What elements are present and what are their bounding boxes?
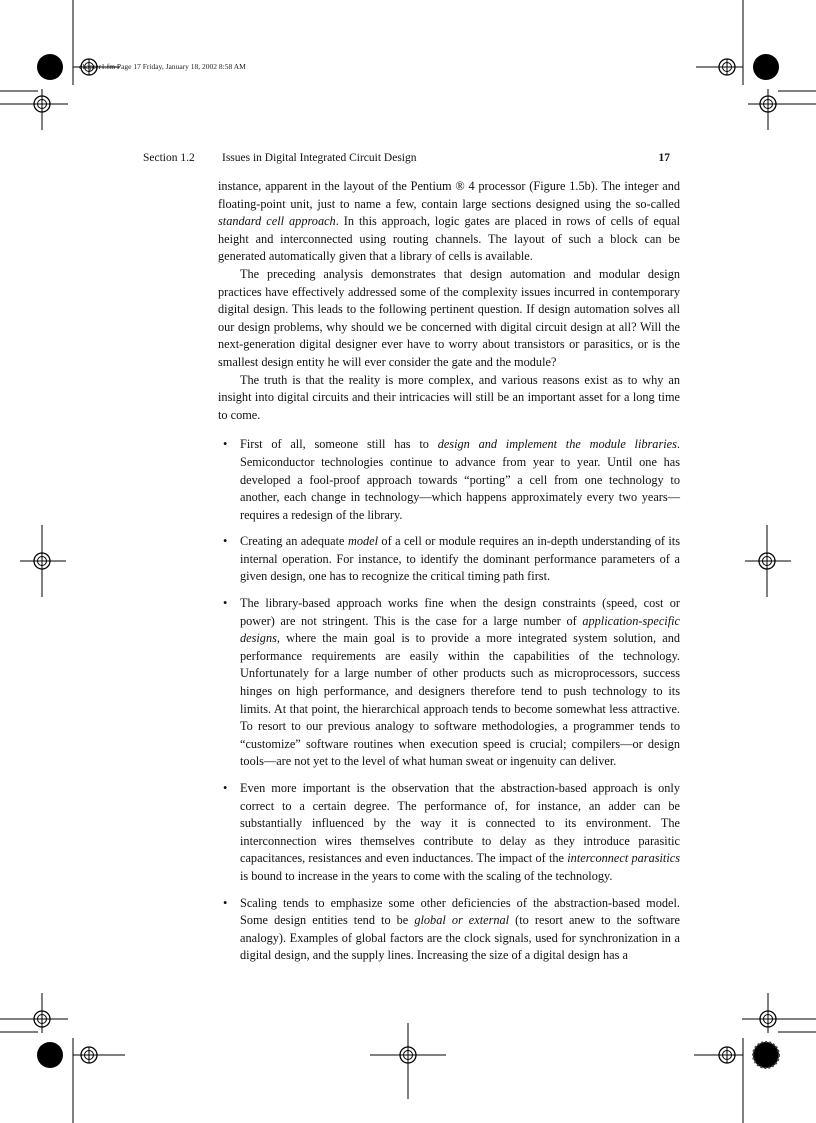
list-item: • The library-based approach works fine when the design constraints (speed, cost or power) are not stringent. This is the case for a large number of application-specific designs, where the main goal is to provide a more integrated system solution, and performance requirements are easily within the capabilities of the technology. Unfortunately for a large number of other products such as microprocessors, success hinges on high performance, and designers therefore tend to push technology to its limits. At that point, the hierarchical approach tends to become somewhat less attractive. To resort to our previous analogy to software methodologies, a programmer tends to “customize” software routines when execution speed is crucial; compilers—or design tools—are not yet to the level of what human sweat or ingenuity can deliver.	[218, 595, 680, 771]
section-title: Issues in Digital Integrated Circuit Design	[222, 152, 417, 164]
list-item: • Even more important is the observation that the abstraction-based approach is only correct to a certain degree. The performance of, for instance, an adder can be substantially influenced by the way it is connected to its environment. The interconnection wires themselves contribute to delay as they introduce parasitic capacitances, resistances and even inductances. The impact of the interconnect parasitics is bound to increase in the years to come with the scaling of the technology.	[218, 780, 680, 886]
registration-mark-mid-right	[745, 525, 791, 597]
registration-mark-mid-left	[20, 525, 66, 597]
list-item: • First of all, someone still has to design and implement the module libraries. Semiconductor technologies continue to advance from year to year. Until one has developed a fool-proof approach towards “porting” a cell from one technology to another, each change in technology—which happens approximately every two years—requires a redesign of the library.	[218, 436, 680, 524]
crop-mark-top-left	[0, 0, 120, 130]
crop-mark-bottom-left	[0, 993, 130, 1123]
slug-line: chapter1.fm Page 17 Friday, January 18, 2002 8:58 AM	[79, 62, 246, 71]
body-text	[218, 178, 680, 965]
page-number: 17	[658, 152, 670, 164]
crop-mark-top-right	[696, 0, 816, 130]
section-label: Section 1.2	[143, 152, 195, 164]
paragraph: The truth is that the reality is more complex, and various reasons exist as to why an insight into digital circuits and their intricacies will still be an important asset for a long time to come.	[218, 372, 680, 422]
crop-mark-bottom-right	[686, 993, 816, 1123]
paragraph: The preceding analysis demonstrates that design automation and modular design practices have effectively addressed some of the complexity issues incurred in contemporary digital design. This leads to the following pertinent question. If design automation solves all our design problems, why should we be concerned with digital circuit design at all? Will the next-generation digital designer ever have to worry about transistors or parasitics, or is the smallest design entity he will ever consider the gate and the module?	[218, 266, 680, 369]
paragraph: instance, apparent in the layout of the Pentium ® 4 processor (Figure 1.5b). The integer and floating-point unit, just to name a few, contain large sections designed using the so-called standard cell approach. In this approach, logic gates are placed in rows of cells of equal height and interconnected using routing channels. The layout of such a block can be generated automatically given that a library of cells is available.	[218, 179, 680, 264]
registration-mark-bottom-center	[370, 1023, 446, 1099]
list-item: • Scaling tends to emphasize some other deficiencies of the abstraction-based model. Some design entities tend to be global or external (to resort anew to the software analogy). Examples of global factors are the clock signals, used for synchronization in a digital design, and the supply lines. Increasing the size of a digital design has a	[218, 895, 680, 965]
list-item: • Creating an adequate model of a cell or module requires an in-depth understanding of its internal operation. For instance, to identify the dominant performance parameters of a given design, one has to recognize the critical timing path first.	[218, 533, 680, 586]
bullet-list	[218, 436, 680, 965]
